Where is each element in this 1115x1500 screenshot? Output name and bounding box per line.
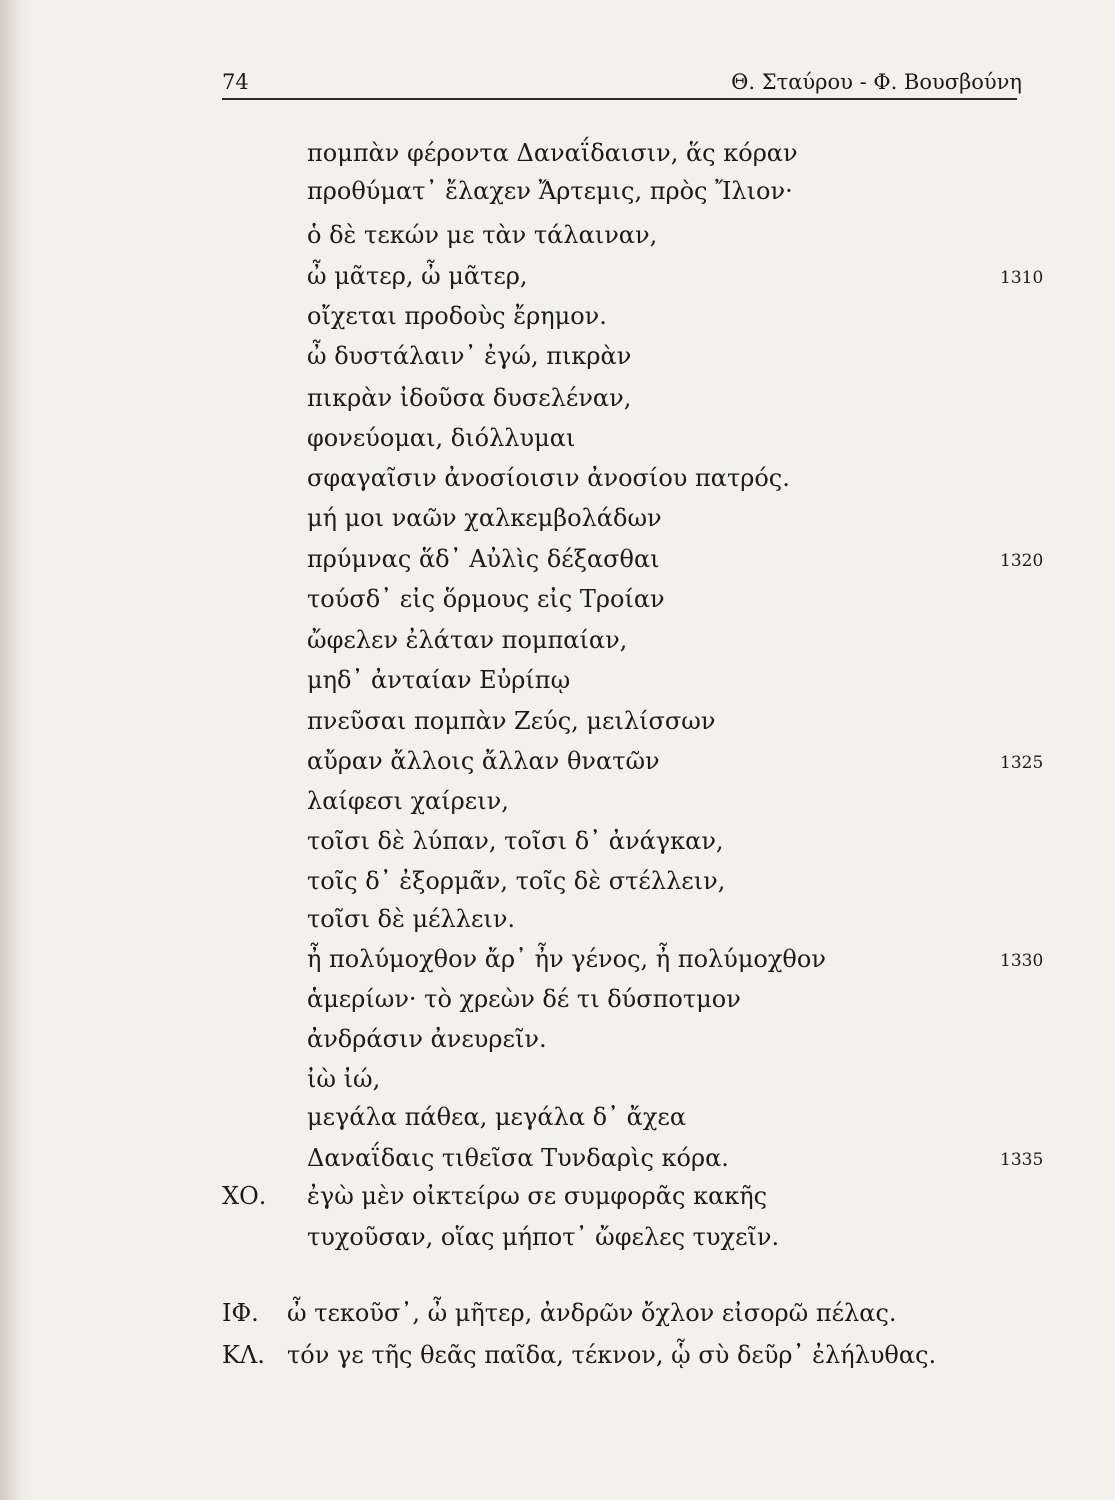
running-title: Θ. Σταύρου - Φ. Βουσβούνη xyxy=(731,70,1022,94)
verse-text: ἰὼ ἰώ, xyxy=(307,1065,381,1093)
verse-line xyxy=(222,134,1062,173)
verse-text: τυχοῦσαν, οἵας μήποτ᾽ ὤφελες τυχεῖν. xyxy=(307,1223,780,1251)
verse-line xyxy=(222,459,1062,498)
verse-line xyxy=(222,900,1062,939)
verse-line xyxy=(222,1336,1062,1375)
verse-text: ὦ δυστάλαιν᾽ ἐγώ, πικρὰν xyxy=(307,342,632,370)
verse-text: προθύματ᾽ ἔλαχεν Ἄρτεμις, πρὸς Ἴλιον· xyxy=(307,177,793,205)
verse-line xyxy=(222,216,1062,255)
verse-text: ὁ δὲ τεκών με τὰν τάλαιναν, xyxy=(307,221,658,249)
verse-line xyxy=(222,379,1062,418)
verse-line xyxy=(222,940,1062,979)
verse-text: ἀνδράσιν ἀνευρεῖν. xyxy=(307,1025,547,1053)
verse-text: οἴχεται προδοὺς ἔρημον. xyxy=(307,302,607,330)
verse-text: φονεύομαι, διόλλυμαι xyxy=(307,424,576,452)
verse-line xyxy=(222,980,1062,1019)
verse-line xyxy=(222,297,1062,336)
verse-text: ἁμερίων· τὸ χρεὼν δέ τι δύσποτμον xyxy=(307,985,741,1013)
verse-line xyxy=(222,1139,1062,1178)
verse-text: πρύμνας ἅδ᾽ Αὐλὶς δέξασθαι xyxy=(307,545,660,573)
verse-line xyxy=(222,337,1062,376)
verse-text: λαίφεσι χαίρειν, xyxy=(307,787,509,815)
verse-line xyxy=(222,742,1062,781)
verse-text: πομπὰν φέροντα Δαναΐδαισιν, ἅς κόραν xyxy=(307,139,798,167)
verse-line xyxy=(222,257,1062,296)
verse-text: τούσδ᾽ εἰς ὅρμους εἰς Τροίαν xyxy=(307,585,665,613)
verse-text: ἐγὼ μὲν οἰκτείρω σε συμφορᾶς κακῆς xyxy=(307,1182,768,1210)
verse-text: τοῖσι δὲ λύπαν, τοῖσι δ᾽ ἀνάγκαν, xyxy=(307,827,724,855)
header-rule xyxy=(222,98,1017,100)
verse-line xyxy=(222,419,1062,458)
page-header xyxy=(222,64,1022,98)
verse-text: ὤφελεν ἐλάταν πομπαίαν, xyxy=(307,626,628,654)
verse-line xyxy=(222,1060,1062,1099)
verse-text: πικρὰν ἰδοῦσα δυσελέναν, xyxy=(307,384,632,412)
book-spine-shadow xyxy=(0,0,30,1500)
verse-line xyxy=(222,661,1062,700)
verse-line xyxy=(222,499,1062,538)
verse-text: μή μοι ναῶν χαλκεμβολάδων xyxy=(307,504,662,532)
verse-text: μηδ᾽ ἀνταίαν Εὐρίπῳ xyxy=(307,666,571,694)
verse-line xyxy=(222,1098,1062,1137)
verse-text: τοῖσι δὲ μέλλειν. xyxy=(307,905,516,933)
verse-line xyxy=(222,1177,1062,1216)
verse-line xyxy=(222,702,1062,741)
verse-text: Δαναΐδαις τιθεῖσα Τυνδαρὶς κόρα. xyxy=(307,1144,729,1172)
verse-line xyxy=(222,172,1062,211)
speaker-label: ΧΟ. xyxy=(222,1182,267,1210)
line-number: 1310 xyxy=(1000,268,1044,288)
verse-line xyxy=(222,1020,1062,1059)
verse-text: ὦ μᾶτερ, ὦ μᾶτερ, xyxy=(307,262,528,290)
verse-text: μεγάλα πάθεα, μεγάλα δ᾽ ἄχεα xyxy=(307,1103,687,1131)
verse-line xyxy=(222,621,1062,660)
speaker-label: ΚΛ. xyxy=(222,1341,265,1369)
verse-line xyxy=(222,540,1062,579)
speaker-label: ΙΦ. xyxy=(222,1299,259,1327)
verse-text: πνεῦσαι πομπὰν Ζεύς, μειλίσσων xyxy=(307,707,716,735)
line-number: 1320 xyxy=(1000,551,1044,571)
verse-line xyxy=(222,1218,1062,1257)
verse-line xyxy=(222,782,1062,821)
verse-line xyxy=(222,822,1062,861)
verse-text: τόν γε τῆς θεᾶς παῖδα, τέκνον, ᾧ σὺ δεῦρ᾽ ἐλήλυθας. xyxy=(287,1341,937,1369)
line-number: 1325 xyxy=(1000,753,1044,773)
verse-line xyxy=(222,1294,1062,1333)
verse-line xyxy=(222,862,1062,901)
verse-text: ὦ τεκοῦσ᾽, ὦ μῆτερ, ἀνδρῶν ὄχλον εἰσορῶ πέλας. xyxy=(287,1299,897,1327)
verse-text: αὔραν ἄλλοις ἄλλαν θνατῶν xyxy=(307,747,660,775)
line-number: 1335 xyxy=(1000,1150,1044,1170)
verse-line xyxy=(222,580,1062,619)
verse-text: τοῖς δ᾽ ἐξορμᾶν, τοῖς δὲ στέλλειν, xyxy=(307,867,726,895)
verse-text: σφαγαῖσιν ἀνοσίοισιν ἀνοσίου πατρός. xyxy=(307,464,790,492)
verse-text: ἦ πολύμοχθον ἄρ᾽ ἦν γένος, ἦ πολύμοχθον xyxy=(307,945,826,973)
page-number: 74 xyxy=(222,70,249,94)
line-number: 1330 xyxy=(1000,951,1044,971)
